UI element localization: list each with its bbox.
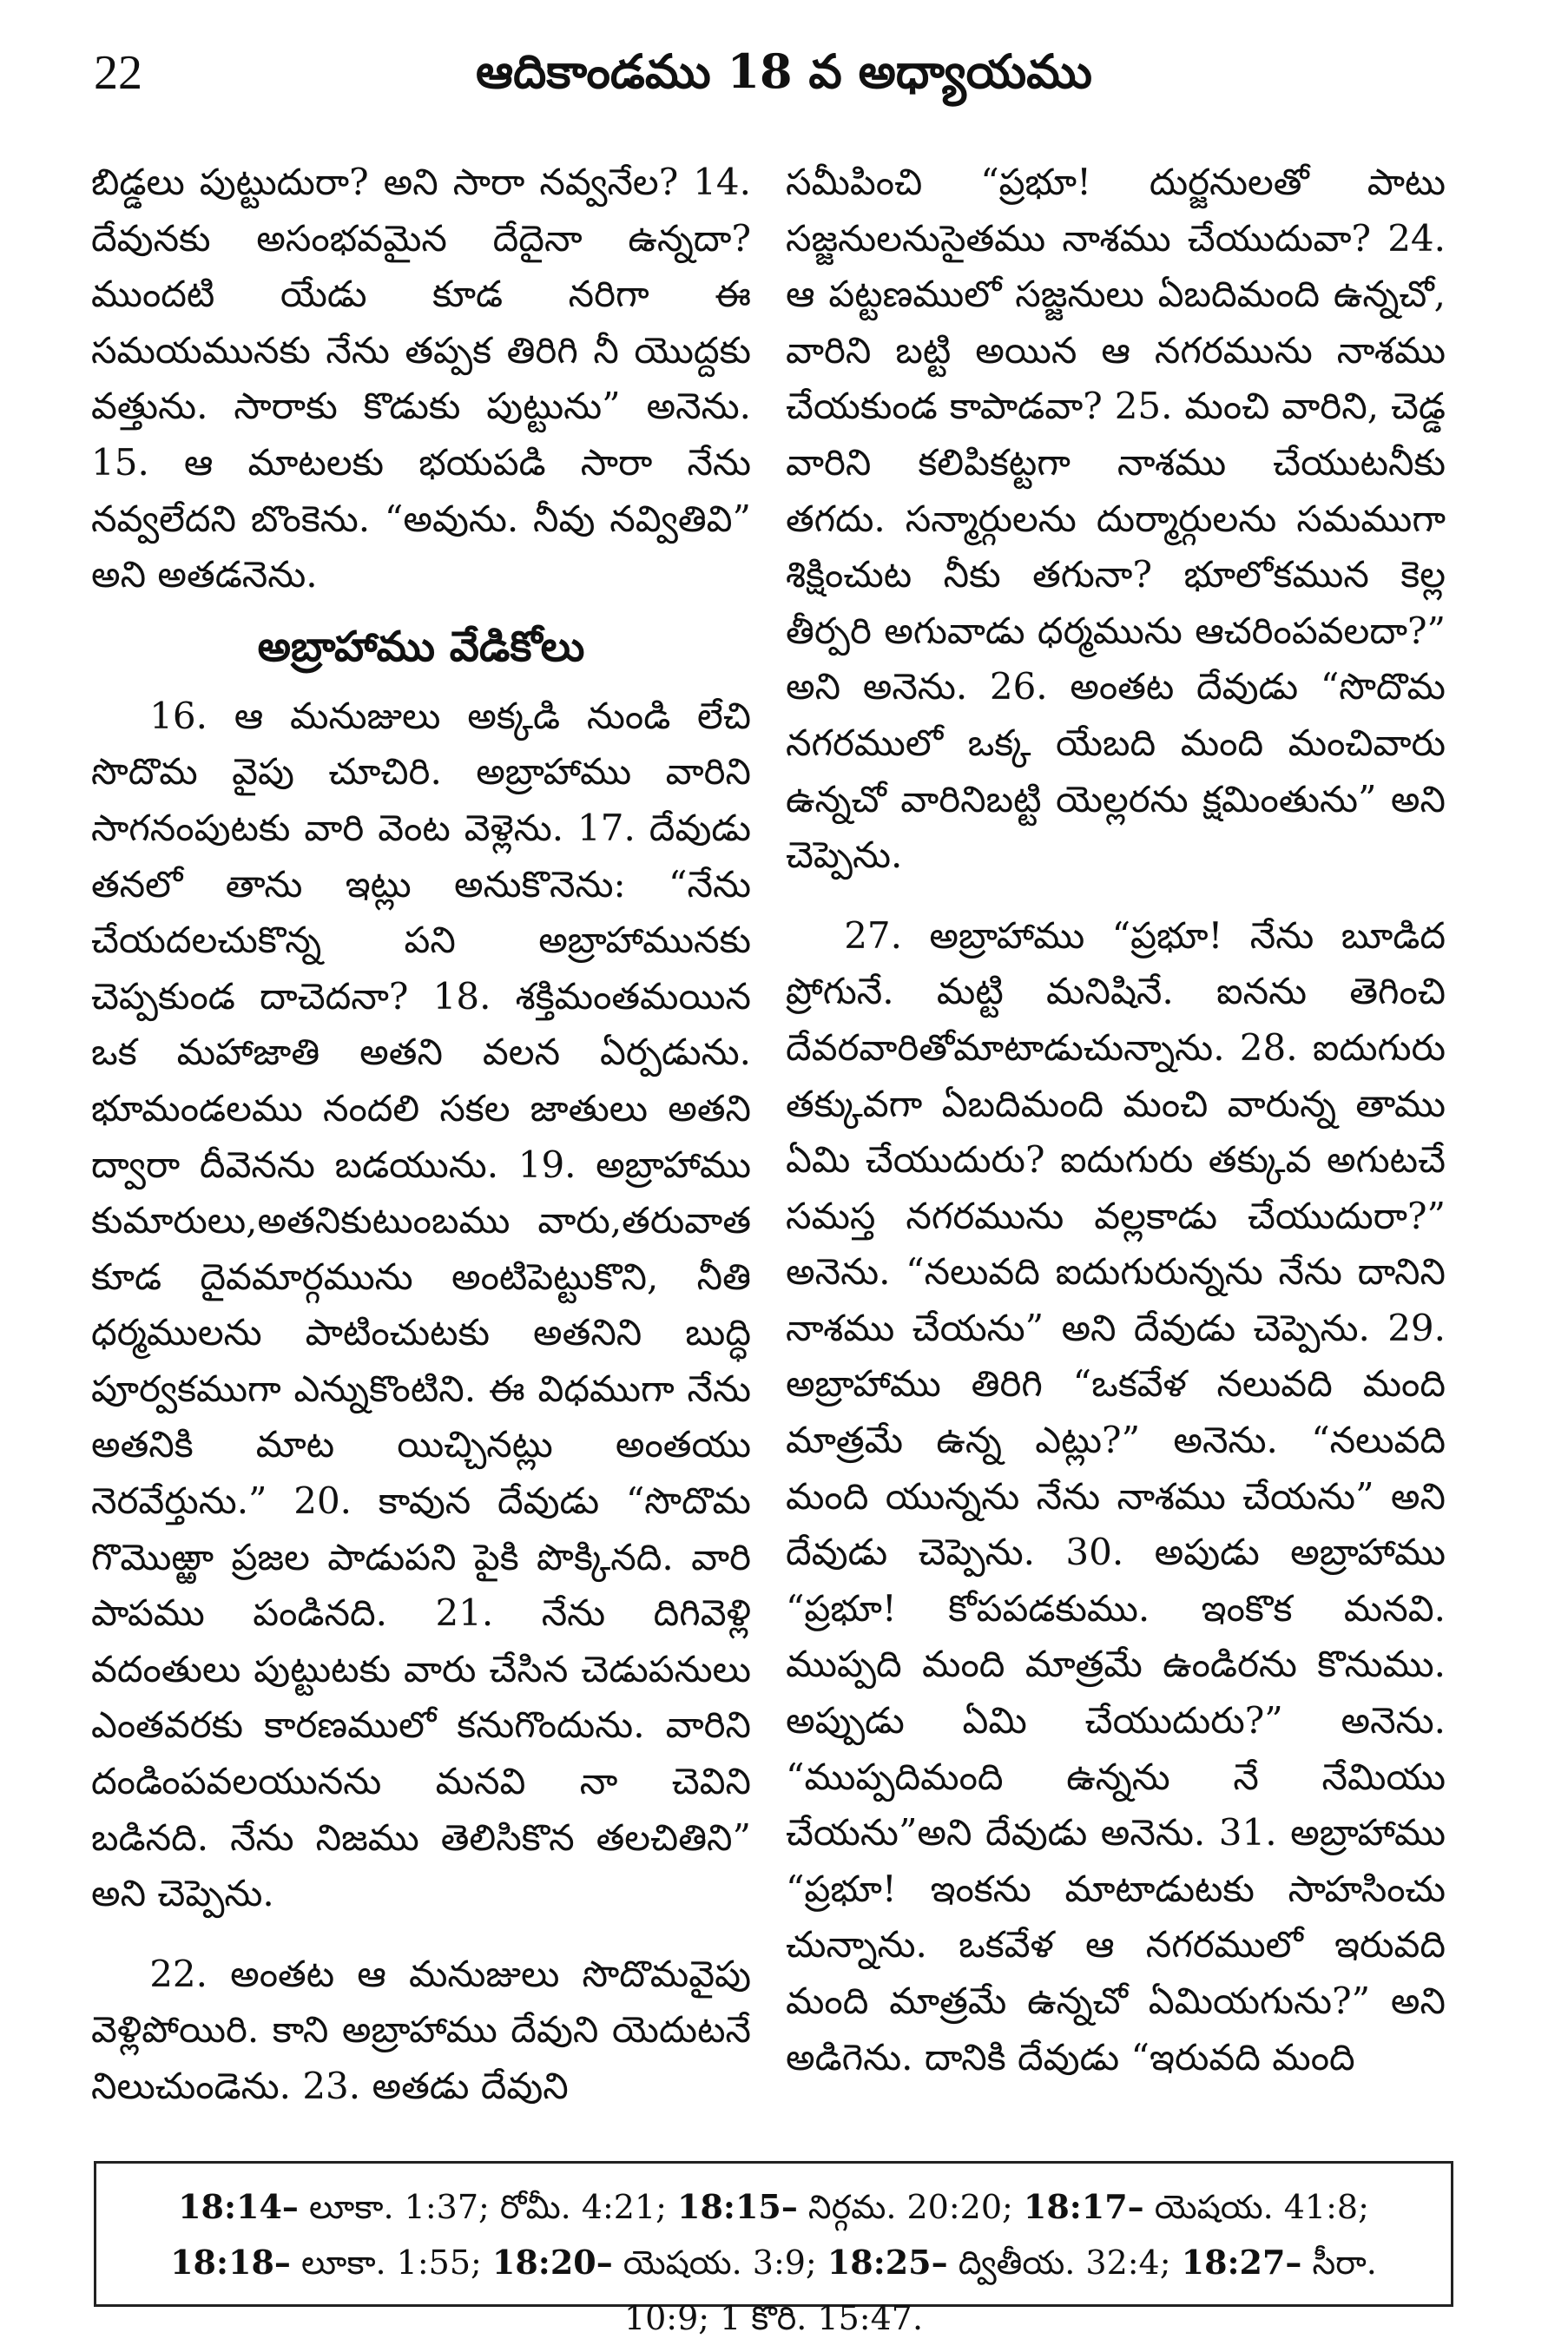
- cross-reference-box: [94, 2161, 1453, 2337]
- footnote-ref: 18:15–: [677, 2187, 798, 2226]
- footnote-text: ద్వితీయ. 32:4;: [947, 2243, 1182, 2282]
- footnote-text: యెషయ. 41:8;: [1143, 2188, 1369, 2226]
- footnote-text: లూకా. 1:37; రోమీ. 4:21;: [298, 2188, 678, 2226]
- left-column: [91, 155, 751, 2115]
- page-number: 22: [94, 46, 142, 100]
- right-paragraph-2: 27. అబ్రాహాము “ప్రభూ! నేను బూడిద ప్రోగునే. మట్టి మనిషినే. ఐనను తెగించి దేవరవారితోమాటాడుచున్నాను. 28. ఐదుగురు తక్కువగా ఏబదిమంది మంచి వారున్న తాము ఏమి చేయుదురు? ఐదుగురు తక్కువ అగుటచే సమస్త నగరమును వల్లకాడు చేయుదురా?” అనెను. “నలువది ఐదుగురున్నను నేను దానిని నాశము చేయను” అని దేవుడు చెప్పెను. 29. అబ్రాహాము తిరిగి “ఒకవేళ నలువది మంది మాత్రమే ఉన్న ఎట్లు?” అనెను. “నలువది మంది యున్నను నేను నాశము చేయను” అని దేవుడు చెప్పెను. 30. అపుడు అబ్రాహాము “ప్రభూ! కోపపడకుము. ఇంకొక మనవి. ముప్పది మంది మాత్రమే ఉండిరను కొనుము. అప్పుడు ఏమి చేయుదురు?” అనెను. “ముప్పదిమంది ఉన్నను నే నేమియు చేయను”అని దేవుడు అనెను. 31. అబ్రాహాము “ప్రభూ! ఇంకను మాటాడుటకు సాహసించు చున్నాను. ఒకవేళ ఆ నగరములో ఇరువది మంది మాత్రమే ఉన్నచో ఏమియగును?” అని అడిగెను. దానికి దేవుడు “ఇరువది మంది: [786, 913, 1446, 2079]
- running-title: ఆదికాండము 18 వ అధ్యాయము: [476, 43, 1092, 99]
- footnote-text: నిర్గమ. 20:20;: [797, 2188, 1024, 2226]
- left-paragraph-2: 16. ఆ మనుజులు అక్కడి నుండి లేచి సొదొమ వైపు చూచిరి. అబ్రాహాము వారిని సాగనంపుటకు వారి వెంట వెళ్లెను. 17. దేవుడు తనలో తాను ఇట్లు అనుకొనెను: “నేను చేయదలచుకొన్న పని అబ్రాహామునకు చెప్పకుండ దాచెదనా? 18. శక్తిమంతమయిన ఒక మహాజాతి అతని వలన ఏర్పడును. భూమండలము నందలి సకల జాతులు అతని ద్వారా దీవెనను బడయును. 19. అబ్రాహాము కుమారులు,అతనికుటుంబము వారు,తరువాత కూడ దైవమార్గమును అంటిపెట్టుకొని, నీతి ధర్మములను పాటించుటకు అతనిని బుద్ధి పూర్వకముగా ఎన్నుకొంటిని. ఈ విధముగా నేను అతనికి మాట యిచ్చినట్లు అంతయు నెరవేర్తును.” 20. కావున దేవుడు “సొదొమ గొమొఱ్ఱా ప్రజల పాడుపని పైకి పొక్కినది. వారి పాపము పండినది. 21. నేను దిగివెళ్లి వదంతులు పుట్టుటకు వారు చేసిన చెడుపనులు ఎంతవరకు కారణములో కనుగొందును. వారిని దండింపవలయునను మనవి నా చెవిని బడినది. నేను నిజము తెలిసికొన తలచితిని” అని చెప్పెను.: [91, 694, 751, 1915]
- section-heading: అబ్రాహాము వేడికోలు: [257, 622, 585, 671]
- footnote-text: లూకా. 1:55;: [290, 2243, 492, 2282]
- footnote-ref: 18:27–: [1181, 2243, 1302, 2282]
- left-paragraph-3: 22. అంతట ఆ మనుజులు సొదొమవైపు వెళ్లిపోయిరి. కాని అబ్రాహాము దేవుని యెదుటనే నిలుచుండెను. 23. అతడు దేవుని: [91, 1952, 751, 2107]
- footnote-ref: 18:20–: [491, 2243, 613, 2282]
- footnote-ref: 18:18–: [170, 2243, 291, 2282]
- footnote-ref: 18:25–: [827, 2243, 948, 2282]
- footnote-ref: 18:14–: [178, 2187, 299, 2226]
- page-header: [0, 0, 1568, 130]
- right-column: [786, 155, 1446, 2085]
- right-paragraph-1: సమీపించి “ప్రభూ! దుర్జనులతో పాటు సజ్జనులనుసైతము నాశము చేయుదువా? 24. ఆ పట్టణములో సజ్జనులు ఏబదిమంది ఉన్నచో, వారిని బట్టి అయిన ఆ నగరమును నాశము చేయకుండ కాపాడవా? 25. మంచి వారిని, చెడ్డ వారిని కలిపికట్టగా నాశము చేయుటనీకు తగదు. సన్మార్గులను దుర్మార్గులను సమముగా శిక్షించుట నీకు తగునా? భూలోకమున కెల్ల తీర్పరి అగువాడు ధర్మమును ఆచరింపవలదా?” అని అనెను. 26. అంతట దేవుడు “సొదొమ నగరములో ఒక్క యేబది మంది మంచివారు ఉన్నచో వారినిబట్టి యెల్లరను క్షమింతును” అని చెప్పెను.: [786, 161, 1446, 877]
- footnote-text: యెషయ. 3:9;: [612, 2243, 827, 2282]
- footnote-text: సీరా. 10:9; 1 కొరి. 15:47.: [623, 2243, 1377, 2337]
- left-paragraph-1: బిడ్డలు పుట్టుదురా? అని సారా నవ్వనేల? 14. దేవునకు అసంభవమైన దేదైనా ఉన్నదా? ముందటి యేడు కూడ నరిగా ఈ సమయమునకు నేను తప్పక తిరిగి నీ యొద్దకు వత్తును. సారాకు కొడుకు పుట్టును” అనెను. 15. ఆ మాటలకు భయపడి సారా నేను నవ్వలేదని బొంకెను. “అవును. నీవు నవ్వితివి” అని అతడనెను.: [91, 161, 751, 596]
- footnote-ref: 18:17–: [1023, 2187, 1144, 2226]
